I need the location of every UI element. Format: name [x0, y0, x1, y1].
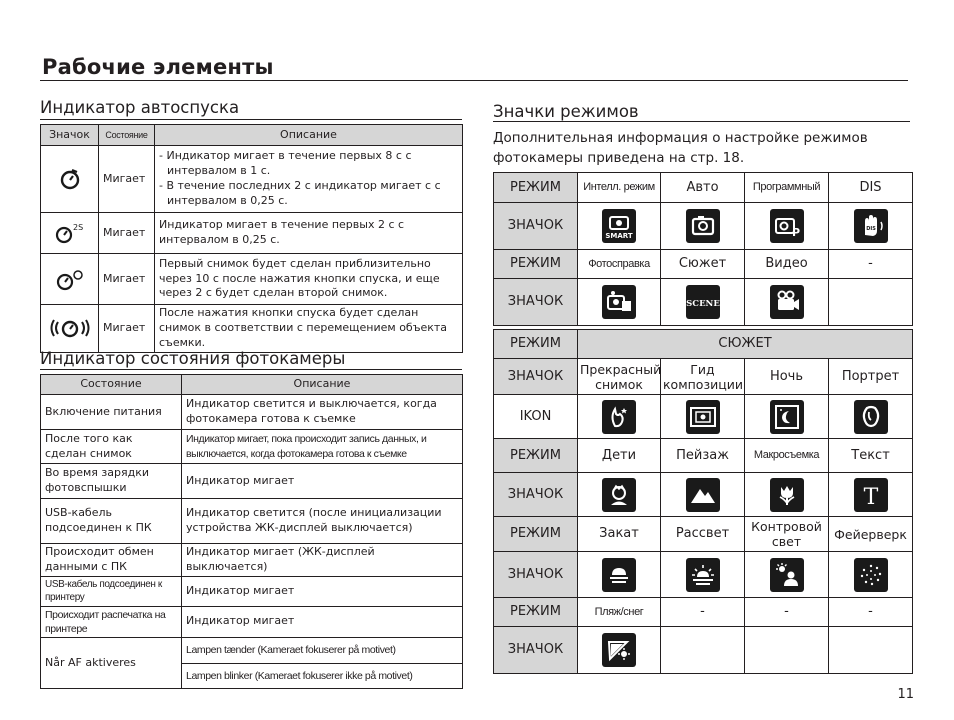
dawn-icon [686, 558, 720, 592]
mode-label: РЕЖИМ [494, 439, 578, 473]
table-row [494, 173, 913, 203]
mode-cell: Рассвет [661, 517, 745, 552]
table-row [494, 473, 913, 517]
mode-cell: Текст [829, 439, 913, 473]
program-mode-icon [770, 209, 804, 243]
svg-text:DIS: DIS [865, 226, 876, 232]
page-title: Рабочие элементы [42, 55, 274, 79]
table-row [41, 606, 463, 637]
mode-cell: Авто [661, 173, 745, 203]
children-icon [602, 478, 636, 512]
mode-cell: Дети [578, 439, 661, 473]
table-row [41, 576, 463, 606]
desc-cell: Индикатор мигает [182, 606, 463, 637]
table-row [494, 395, 913, 439]
mode-cell: Макросъемка [745, 439, 829, 473]
state-cell: Мигает [99, 254, 155, 305]
state-cell: USB-кабель подсоединен к ПК [41, 499, 182, 544]
desc-cell: Индикатор мигает [182, 576, 463, 606]
svg-text:P: P [791, 226, 800, 239]
desc-cell: Индикатор мигает, пока происходит запись данных, и выключается, когда фотокамера готова к съемке [182, 430, 463, 464]
col-state-header: Состояние [99, 125, 155, 146]
mode-cell: Фейерверк [829, 517, 913, 552]
state-cell: Происходит обмен данными с ПК [41, 544, 182, 577]
table-row [494, 279, 913, 326]
col-desc-header: Описание [155, 125, 463, 146]
desc-cell: Lampen tænder (Kameraet fokuserer på motivet) [182, 638, 463, 664]
mode-cell: Программный [745, 173, 829, 203]
selftimer-table [40, 124, 463, 353]
icon-label: ЗНАЧОК [494, 552, 578, 598]
mode-cell: DIS [829, 173, 913, 203]
motion-timer-icon [41, 305, 99, 353]
selftimer-heading-rule [40, 119, 462, 120]
mode-cell: Прекрасный снимок [578, 359, 661, 395]
mode-cell: - [745, 598, 829, 627]
mode-cell: Интелл. режим [578, 173, 661, 203]
table-row [41, 254, 463, 305]
mode-cell: Пляж/снег [578, 598, 661, 627]
desc-cell: Индикатор мигает (ЖК-дисплей выключается) [182, 544, 463, 577]
desc-cell: Индикатор светится (после инициализации устройства ЖК-дисплей выключается) [182, 499, 463, 544]
mode-cell: Гид композиции [661, 359, 745, 395]
mode-cell: Контровой свет [745, 517, 829, 552]
table-row [41, 305, 463, 353]
svg-text:SCENE: SCENE [685, 299, 720, 309]
empty-cell [829, 627, 913, 674]
state-cell: Во время зарядки фотовспышки [41, 464, 182, 499]
icon-label: ЗНАЧОК [494, 359, 578, 395]
mode-cell: Портрет [829, 359, 913, 395]
scene-header: СЮЖЕТ [578, 330, 913, 359]
mode-label: РЕЖИМ [494, 330, 578, 359]
modes-table [493, 172, 913, 326]
mode-label: РЕЖИМ [494, 598, 578, 627]
table-row [494, 359, 913, 395]
state-cell: Når AF aktiveres [41, 638, 182, 689]
state-cell: Происходит распечатка на принтере [41, 606, 182, 637]
table-row [494, 517, 913, 552]
photo-help-icon [602, 285, 636, 319]
scene-icon [686, 285, 720, 319]
table-row [41, 544, 463, 577]
table-row [494, 598, 913, 627]
table-row [41, 146, 463, 213]
modes-intro: Дополнительная информация о настройке режимов фотокамеры приведена на стр. 18. [493, 130, 868, 166]
night-icon [770, 400, 804, 434]
state-cell: После того как сделан снимок [41, 430, 182, 464]
status-heading-rule [40, 369, 462, 370]
desc-cell: Lampen blinker (Kameraet fokuserer ikke på motivet) [182, 664, 463, 689]
beauty-shot-icon [602, 400, 636, 434]
mode-label: РЕЖИМ [494, 250, 578, 279]
svg-text:T: T [863, 484, 878, 510]
movie-icon [770, 285, 804, 319]
icon-label: ЗНАЧОК [494, 279, 578, 326]
table-row [494, 439, 913, 473]
state-cell: USB-кабель подсоединен к принтеру [41, 576, 182, 606]
mode-label: РЕЖИМ [494, 173, 578, 203]
desc-cell: После нажатия кнопки спуска будет сделан снимок в соответствии с перемещением объекта съемки. [155, 305, 463, 353]
page-number: 11 [897, 687, 914, 702]
selftimer-10s-icon [41, 146, 99, 213]
table-row [41, 430, 463, 464]
modes-heading-rule [493, 121, 910, 122]
desc-cell: Индикатор светится и выключается, когда фотокамера готова к съемке [182, 395, 463, 430]
table-row [41, 464, 463, 499]
dis-mode-icon [854, 209, 888, 243]
fireworks-icon [854, 558, 888, 592]
table-row [41, 638, 463, 664]
table-row [41, 213, 463, 254]
title-divider [40, 80, 908, 81]
sunset-icon [602, 558, 636, 592]
desc-cell: Индикатор мигает [182, 464, 463, 499]
mode-cell: Видео [745, 250, 829, 279]
status-heading: Индикатор состояния фотокамеры [40, 349, 346, 368]
state-cell: Мигает [99, 213, 155, 254]
svg-text:SMART: SMART [605, 232, 633, 240]
mode-cell: - [661, 598, 745, 627]
desc-cell: Индикатор мигает в течение первых 2 с с интервалом в 0,25 с. [155, 213, 463, 254]
status-table [40, 374, 463, 689]
svg-text:2S: 2S [72, 223, 83, 232]
table-row [494, 330, 913, 359]
table-row [494, 203, 913, 250]
selftimer-heading: Индикатор автоспуска [40, 98, 240, 117]
desc-cell: - Индикатор мигает в течение первых 8 с с интервалом в 1 с. - В течение последних 2 с индикатор мигает с с интервалом в 0,25 с. [155, 146, 463, 213]
mode-cell: Фотосправка [578, 250, 661, 279]
text-icon [854, 478, 888, 512]
col-icon-header: Значок [41, 125, 99, 146]
mode-cell: Закат [578, 517, 661, 552]
empty-cell [745, 627, 829, 674]
table-row [494, 250, 913, 279]
close-up-icon [770, 478, 804, 512]
table-row [41, 499, 463, 544]
selftimer-double-icon [41, 254, 99, 305]
scene-table [493, 329, 913, 674]
icon-label: ЗНАЧОК [494, 473, 578, 517]
empty-cell [661, 627, 745, 674]
desc-cell: Первый снимок будет сделан приблизительно через 10 с после нажатия кнопки спуска, и еще через 2 с будет сделан второй снимок. [155, 254, 463, 305]
state-cell: Мигает [99, 305, 155, 353]
col-state-header: Состояние [41, 375, 182, 395]
modes-heading: Значки режимов [493, 102, 639, 121]
empty-cell [829, 279, 913, 326]
col-desc-header: Описание [182, 375, 463, 395]
portrait-icon [854, 400, 888, 434]
state-cell: Мигает [99, 146, 155, 213]
mode-label: РЕЖИМ [494, 517, 578, 552]
frame-guide-icon [686, 400, 720, 434]
mode-cell: Пейзаж [661, 439, 745, 473]
landscape-icon [686, 478, 720, 512]
auto-mode-icon [686, 209, 720, 243]
mode-cell: Ночь [745, 359, 829, 395]
table-row [494, 552, 913, 598]
backlight-icon [770, 558, 804, 592]
mode-cell: - [829, 250, 913, 279]
beach-snow-icon [602, 633, 636, 667]
mode-cell: Сюжет [661, 250, 745, 279]
ikon-label: IKON [494, 395, 578, 439]
selftimer-2s-icon [41, 213, 99, 254]
table-row [41, 395, 463, 430]
smart-mode-icon [602, 209, 636, 243]
icon-label: ЗНАЧОК [494, 627, 578, 674]
mode-cell: - [829, 598, 913, 627]
table-row [494, 627, 913, 674]
icon-label: ЗНАЧОК [494, 203, 578, 250]
state-cell: Включение питания [41, 395, 182, 430]
